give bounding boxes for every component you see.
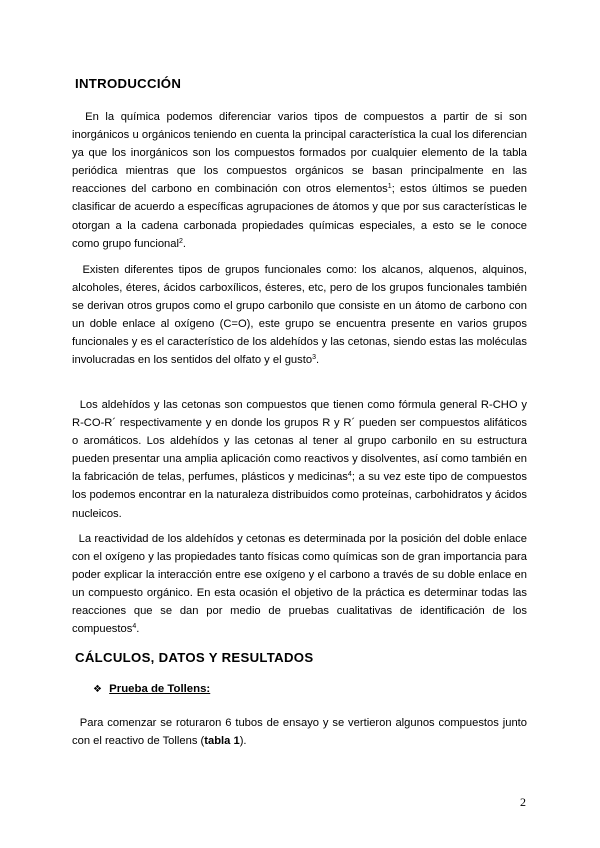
diamond-bullet-icon: ❖ xyxy=(93,684,102,695)
intro-paragraph-4-text: La reactividad de los aldehídos y cetonas es determinada por la posición del doble enlace con el oxígeno y las propiedades tanto físicas como químicas son de gran importancia para poder explicar la interacción entre ese oxígeno y el carbono a través de su doble enlace en un compuesto orgánico. En esta ocasión el objetivo de la práctica es determinar todas las reacciones que se dan por medio de pruebas cualitativas de identificación de los compuestos xyxy=(72,533,527,636)
page-number: 2 xyxy=(520,795,526,809)
intro-paragraph-2-text: Existen diferentes tipos de grupos funcionales como: los alcanos, alquenos, alquinos, alcoholes, éteres, ácidos carboxílicos, ésteres, etc, pero de los grupos funcionales también se derivan otros grupos como el grupo carbonilo que consiste en un átomo de carbono con un doble enlace al oxígeno (C=O), este grupo se encuentra presente en varios grupos funcionales y es el característico de los aldehídos y las cetonas, siendo estas las moléculas involucradas en los sentidos del olfato y el gusto xyxy=(72,264,527,367)
intro-paragraph-1-end: . xyxy=(182,237,186,250)
intro-paragraph-3 xyxy=(72,396,527,523)
citation-3: 3 xyxy=(312,354,316,362)
intro-paragraph-1 xyxy=(72,108,527,253)
introduction-heading: INTRODUCCIÓN xyxy=(75,76,182,91)
intro-paragraph-3-text-b: ; a su vez este tipo de compuestos los podemos encontrar en la naturaleza distribuidos como proteínas, carbohidratos y ácidos nucleicos. xyxy=(72,471,527,520)
intro-paragraph-4-end: . xyxy=(136,623,140,636)
intro-paragraph-3-text: Los aldehídos y las cetonas son compuestos que tienen como fórmula general R-CHO y R-CO-R´ respectivamente y en donde los grupos R y R´ pueden ser compuestos alifáticos o aromáticos. Los aldehídos y las cetonas al tener al grupo carbonilo en su estructura pueden presentar una amplia aplicación como reactivos y disolventes, así como también en la fabricación de telas, perfumes, plásticos y medicinas xyxy=(72,399,527,484)
intro-paragraph-2-end: . xyxy=(315,354,320,367)
citation-4: 4 xyxy=(347,471,352,479)
tollens-test-label: Prueba de Tollens: xyxy=(109,683,211,695)
intro-paragraph-2 xyxy=(72,261,527,370)
citation-2: 2 xyxy=(178,237,183,245)
intro-paragraph-4 xyxy=(72,530,527,639)
citation-1: 1 xyxy=(387,183,392,191)
intro-paragraph-1-text-b: ; estos últimos se pueden clasificar de acuerdo a específicas agrupaciones de átomos y que por sus características le otorgan a la cadena carbonada propiedades químicas especiales, a esto se le conoce como grupo funcional xyxy=(72,183,527,250)
results-paragraph-1 xyxy=(72,714,527,750)
intro-paragraph-1-text: En la química podemos diferenciar varios tipos de compuestos a partir de si son inorgánicos u orgánicos teniendo en cuenta la principal característica la cual los diferencian ya que los inorgánicos son los compuestos formados por cualquier elemento de la tabla periódica mientras que los compuestos orgánicos se basan principalmente en las reacciones del carbono en combinación con otros elementos xyxy=(72,111,527,196)
results-heading: CÁLCULOS, DATOS Y RESULTADOS xyxy=(75,650,314,665)
citation-4b: 4 xyxy=(132,623,137,631)
results-paragraph-1-end: ). xyxy=(239,735,247,748)
results-paragraph-1-text: Para comenzar se roturaron 6 tubos de ensayo y se vertieron algunos compuestos junto con el reactivo de Tollens ( xyxy=(72,717,527,748)
tollens-bullet xyxy=(93,683,210,695)
table-reference: tabla 1 xyxy=(204,735,240,748)
